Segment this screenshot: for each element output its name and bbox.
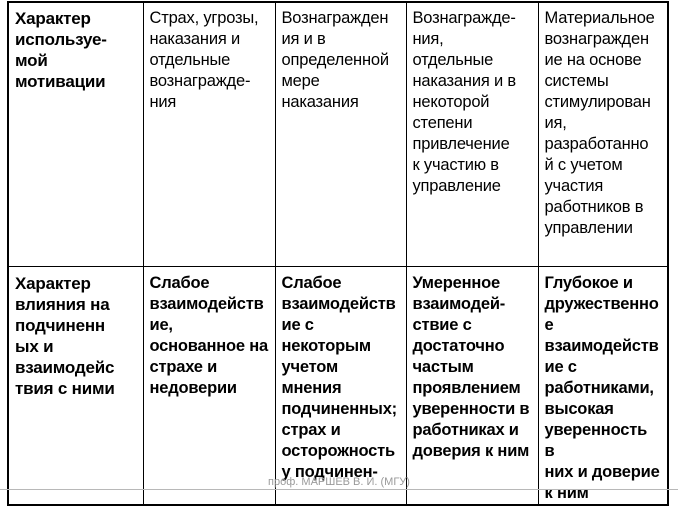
table-cell: Материальное вознагражден ие на основе системы стимулирован ия, разработанно й с учетом участия работников в управлении [538, 2, 668, 267]
table-cell: Глубокое и дружественно е взаимодейств ие с работниками, высокая уверенность в них и доверие к ним [538, 267, 668, 506]
footer-divider [0, 489, 678, 490]
row-header-motivation: Характер используе- мой мотивации [8, 2, 143, 267]
table-row [8, 267, 668, 506]
table-cell: Слабое взаимодейств ие, основанное на страхе и недоверии [143, 267, 275, 506]
table-cell: Страх, угрозы, наказания и отдельные вознагражде- ния [143, 2, 275, 267]
table-cell: Вознагражден ия и в определенной мере наказания [275, 2, 406, 267]
table-row [8, 2, 668, 267]
row-header-influence: Характер влияния на подчиненн ых и взаимодейс твия с ними [8, 267, 143, 506]
table-cell: Вознагражде- ния, отдельные наказания и в некоторой степени привлечение к участию в управление [406, 2, 538, 267]
motivation-styles-table [7, 1, 669, 506]
footer-caption: проф. МАРШЕВ В. И. (МГУ) [268, 476, 410, 488]
table-cell: Слабое взаимодейств ие с некоторым учетом мнения подчиненных; страх и осторожность у подчинен- [275, 267, 406, 506]
table-cell: Умеренное взаимодей- ствие с достаточно частым проявлением уверенности в работниках и доверия к ним [406, 267, 538, 506]
